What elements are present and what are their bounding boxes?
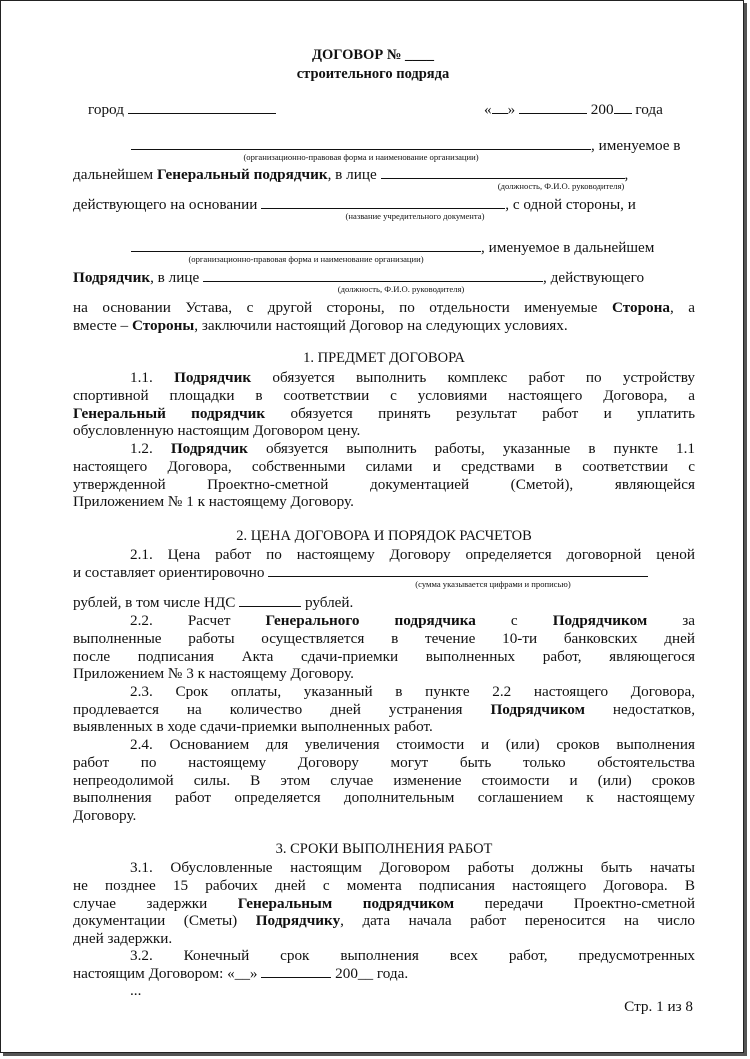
p24-line2: работ по настоящему Договору могут быть только обстоятельства <box>73 754 695 771</box>
p24-line4: выполнения работ определяется дополнительным соглашением к настоящему <box>73 789 695 806</box>
p21-line3: рублей, в том числе НДС рублей. <box>73 594 354 611</box>
price-blank[interactable] <box>268 564 648 577</box>
party2-line2: Подрядчик, в лице , действующего <box>73 269 645 286</box>
month-blank[interactable] <box>519 101 587 114</box>
party1-head-blank[interactable] <box>381 166 625 179</box>
section3-heading: 3. СРОКИ ВЫПОЛНЕНИЯ РАБОТ <box>275 841 493 857</box>
price-caption: (сумма указывается цифрами и прописью) <box>415 580 571 589</box>
party2-line3: на основании Устава, с другой стороны, по отдельности именуемые Сторона, а <box>73 299 695 316</box>
p11-line4: обусловленную настоящим Договором цену. <box>73 422 361 439</box>
party2-org-blank[interactable] <box>131 239 481 252</box>
document-title: ДОГОВОР № ____ <box>311 47 435 63</box>
p23-line3: выявленных в ходе сдачи-приемки выполненных работ. <box>73 718 433 735</box>
p23-line2: продлевается на количество дней устранения Подрядчиком недостатков, <box>73 701 695 718</box>
party1-doc-caption: (название учредительного документа) <box>345 212 485 221</box>
party1-line3: действующего на основании , с одной стороны, и <box>73 196 636 213</box>
p11-line1: 1.1. Подрядчик обязуется выполнить комплекс работ по устройству <box>130 369 695 386</box>
p21-line1: 2.1. Цена работ по настоящему Договору определяется договорной ценой <box>130 546 695 563</box>
party1-head-caption: (должность, Ф.И.О. руководителя) <box>497 182 625 191</box>
p32-line1: 3.2. Конечный срок выполнения всех работ, предусмотренных <box>130 947 695 964</box>
p23-line1: 2.3. Срок оплаты, указанный в пункте 2.2 настоящего Договора, <box>130 683 695 700</box>
party1-org-blank[interactable] <box>131 137 591 150</box>
p22-line4: Приложением № 3 к настоящему Договору. <box>73 665 354 682</box>
year-blank[interactable] <box>614 101 632 114</box>
p22-line2: выполненные работы осуществляется в течение 10-ти банковских дней <box>73 630 695 647</box>
p24-line5: Договору. <box>73 807 137 824</box>
p12-line2: настоящего Договора, собственными силами и средствами в соответствии с <box>73 458 695 475</box>
section1-heading: 1. ПРЕДМЕТ ДОГОВОРА <box>303 350 465 366</box>
p31-line3: случае задержки Генеральным подрядчиком передачи Проектно-сметной <box>73 895 695 912</box>
p32-line2: настоящим Договором: «__» 200__ года. <box>73 965 409 982</box>
city-blank[interactable] <box>128 101 276 114</box>
party2-org-caption: (организационно-правовая форма и наименование организации) <box>188 255 424 264</box>
party1-line2: дальнейшем Генеральный подрядчик, в лице , <box>73 166 629 183</box>
p12-line3: утвержденной Проектно-сметной документацией (Сметой), являющейся <box>73 476 695 493</box>
p24-line3: непреодолимой силы. В этом случае изменение стоимости и (или) сроков <box>73 772 695 789</box>
p11-line3: Генеральный подрядчик обязуется принять результат работ и уплатить <box>73 405 695 422</box>
document-subtitle: строительного подряда <box>296 66 450 82</box>
p22-line3: после подписания Акта сдачи-приемки выполненных работ, являющегося <box>73 648 695 665</box>
p31-line2: не позднее 15 рабочих дней с момента подписания настоящего Договора. В <box>73 877 695 894</box>
section2-heading: 2. ЦЕНА ДОГОВОРА И ПОРЯДОК РАСЧЕТОВ <box>236 528 532 544</box>
ellipsis: ... <box>130 982 142 999</box>
p24-line1: 2.4. Основанием для увеличения стоимости и (или) сроков выполнения <box>130 736 695 753</box>
p31-line4: документации (Сметы) Подрядчику, дата начала работ переносится на число <box>73 912 695 929</box>
party2-head-caption: (должность, Ф.И.О. руководителя) <box>337 285 465 294</box>
p12-line4: Приложением № 1 к настоящему Договору. <box>73 493 354 510</box>
party2-line4: вместе – Стороны, заключили настоящий Договор на следующих условиях. <box>73 317 568 334</box>
page-number: Стр. 1 из 8 <box>624 998 693 1015</box>
p11-line2: спортивной площадки в соответствии с условиями настоящего Договора, а <box>73 387 695 404</box>
party1-org-caption: (организационно-правовая форма и наименование организации) <box>243 153 479 162</box>
party1-line1: , именуемое в <box>131 137 680 154</box>
p31-line5: дней задержки. <box>73 930 173 947</box>
day-blank[interactable] <box>492 101 508 114</box>
party2-head-blank[interactable] <box>203 269 543 282</box>
city-line: город <box>88 101 276 118</box>
deadline-month-blank[interactable] <box>261 965 331 978</box>
date-line: « » 200 года <box>484 101 663 118</box>
p22-line1: 2.2. Расчет Генерального подрядчика с Подрядчиком за <box>130 612 696 629</box>
party2-line1: , именуемое в дальнейшем <box>131 239 654 256</box>
p21-line2: и составляет ориентировочно <box>73 564 648 581</box>
vat-blank[interactable] <box>239 594 301 607</box>
party1-doc-blank[interactable] <box>261 196 505 209</box>
p31-line1: 3.1. Обусловленные настоящим Договором работы должны быть начаты <box>130 859 695 876</box>
p12-line1: 1.2. Подрядчик обязуется выполнить работы, указанные в пункте 1.1 <box>130 440 695 457</box>
